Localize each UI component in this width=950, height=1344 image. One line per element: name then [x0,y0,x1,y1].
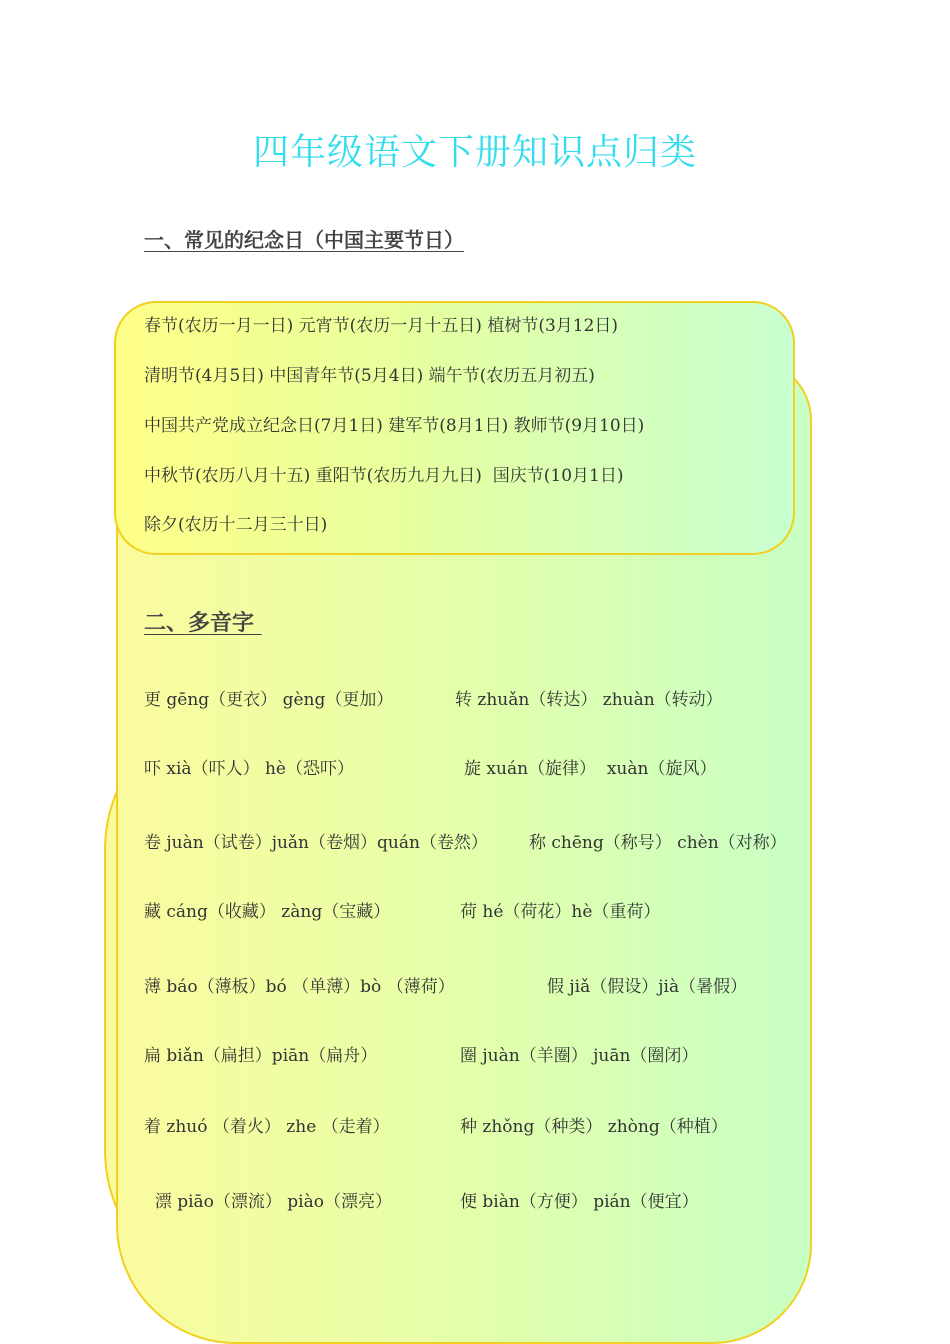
polyphonic-row [0,972,950,996]
festival-line: 清明节(4月5日) 中国青年节(5月4日) 端午节(农历五月初五) [144,366,595,386]
festival-line: 中秋节(农历八月十五) 重阳节(农历九月九日) 国庆节(10月1日) [144,466,624,486]
polyphonic-entry: 着 zhuó （着火） zhe （走着） [144,1117,390,1137]
polyphonic-row [0,828,950,852]
polyphonic-entry: 吓 xià（吓人） hè（恐吓） [144,759,354,779]
polyphonic-entry: 假 jiǎ（假设）jià（暑假） [547,977,748,997]
polyphonic-row [0,685,950,709]
polyphonic-entry: 称 chēng（称号） chèn（对称） [529,833,787,853]
polyphonic-entry: 荷 hé（荷花）hè（重荷） [460,902,661,922]
polyphonic-entry: 更 gēng（更衣） gèng（更加） [144,690,394,710]
polyphonic-entry: 漂 piāo（漂流） piào（漂亮） [144,1192,392,1212]
polyphonic-entry: 旋 xuán（旋律） xuàn（旋风） [464,759,717,779]
festival-line: 春节(农历一月一日) 元宵节(农历一月十五日) 植树节(3月12日) [144,316,619,336]
polyphonic-entry: 薄 báo（薄板）bó （单薄）bò （薄荷） [144,977,455,997]
section-heading-polyphonic: 二、多音字 [144,611,262,636]
polyphonic-entry: 种 zhǒng（种类） zhòng（种植） [460,1117,728,1137]
festival-line: 中国共产党成立纪念日(7月1日) 建军节(8月1日) 教师节(9月10日) [144,416,645,436]
section-heading-memorial-days: 一、常见的纪念日（中国主要节日） [144,228,464,252]
polyphonic-row [0,754,950,778]
polyphonic-row [0,1187,950,1211]
polyphonic-entry: 扁 biǎn（扁担）piān（扁舟） [144,1046,378,1066]
polyphonic-row [0,1041,950,1065]
polyphonic-entry: 转 zhuǎn（转达） zhuàn（转动） [455,690,723,710]
festival-line: 除夕(农历十二月三十日) [144,515,328,535]
page-title: 四年级语文下册知识点归类 [252,132,697,173]
polyphonic-entry: 便 biàn（方便） pián（便宜） [460,1192,699,1212]
polyphonic-entry: 圈 juàn（羊圈） juān（圈闭） [460,1046,699,1066]
polyphonic-entry: 藏 cáng（收藏） zàng（宝藏） [144,902,391,922]
polyphonic-row [0,897,950,921]
polyphonic-entry: 卷 juàn（试卷）juǎn（卷烟）quán（卷然） [144,833,488,853]
polyphonic-row [0,1112,950,1136]
